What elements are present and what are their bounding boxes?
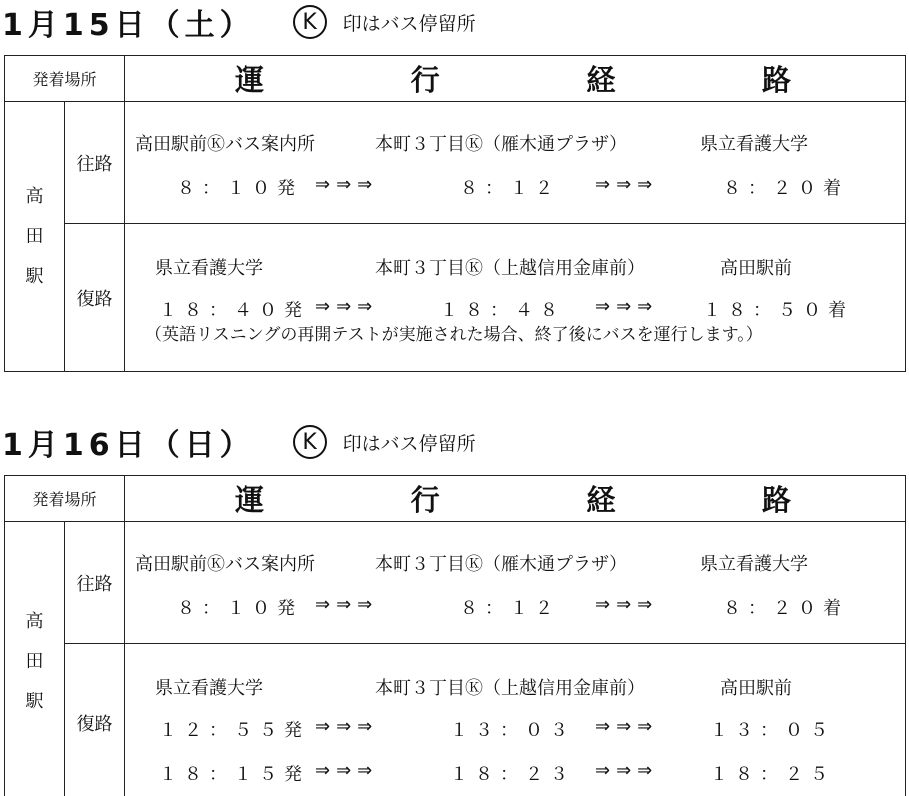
departure-time: ８：１０発 <box>177 598 302 619</box>
outbound-route <box>125 522 906 644</box>
stop-name: 本町３丁目Ⓚ（雁木通プラザ） <box>375 554 627 575</box>
station-char: 駅 <box>25 690 44 712</box>
arrival-time: １３：０５ <box>710 720 835 741</box>
arrival-time: １８：２５ <box>710 764 835 785</box>
header-route-char: 路 <box>761 63 791 97</box>
schedule-jan15 <box>0 0 909 380</box>
station-char: 田 <box>25 650 44 672</box>
header-route-char: 経 <box>586 483 616 517</box>
header-route-char: 行 <box>410 63 440 97</box>
departure-time: １８：４０発 <box>159 300 309 321</box>
header-route-char: 運 <box>235 483 265 517</box>
route-table <box>4 475 906 796</box>
arrow-icon: ⇒⇒⇒ <box>315 760 379 781</box>
stop-name: 県立看護大学 <box>700 134 808 155</box>
arrival-time: ８：２０着 <box>723 178 848 199</box>
header-place: 発着場所 <box>5 476 125 522</box>
stop-name: 高田駅前 <box>720 258 792 279</box>
return-route <box>125 644 906 796</box>
station-char: 駅 <box>25 265 44 287</box>
header-route <box>125 476 906 522</box>
bus-stop-k-icon: K <box>293 5 327 39</box>
route-table <box>4 55 906 372</box>
stop-name: 本町３丁目Ⓚ（雁木通プラザ） <box>375 134 627 155</box>
departure-time: １８：１５発 <box>159 764 309 785</box>
return-label: 復路 <box>65 224 125 372</box>
arrow-icon: ⇒⇒⇒ <box>595 174 659 195</box>
section-heading <box>2 2 476 42</box>
via-time: ８：１２ <box>460 178 560 199</box>
stop-name: 本町３丁目Ⓚ（上越信用金庫前） <box>375 678 645 699</box>
via-time: １３：０３ <box>450 720 575 741</box>
stop-name: 県立看護大学 <box>155 258 263 279</box>
section-heading <box>2 422 476 462</box>
outbound-label: 往路 <box>65 522 125 644</box>
via-time: ８：１２ <box>460 598 560 619</box>
header-route-char: 運 <box>235 63 265 97</box>
via-time: １８：２３ <box>450 764 575 785</box>
stop-name: 高田駅前 <box>720 678 792 699</box>
stop-name: 県立看護大学 <box>155 678 263 699</box>
arrow-icon: ⇒⇒⇒ <box>315 174 379 195</box>
header-route-char: 経 <box>586 63 616 97</box>
arrow-icon: ⇒⇒⇒ <box>595 594 659 615</box>
remark-note: （英語リスニングの再開テストが実施された場合、終了後にバスを運行します。） <box>145 325 763 345</box>
departure-time: ８：１０発 <box>177 178 302 199</box>
arrow-icon: ⇒⇒⇒ <box>595 760 659 781</box>
arrow-icon: ⇒⇒⇒ <box>315 594 379 615</box>
stop-name: 本町３丁目Ⓚ（上越信用金庫前） <box>375 258 645 279</box>
return-route <box>125 224 906 372</box>
return-label: 復路 <box>65 644 125 796</box>
station-char: 高 <box>25 185 44 207</box>
stop-name: 高田駅前Ⓚバス案内所 <box>135 134 315 155</box>
arrow-icon: ⇒⇒⇒ <box>315 296 379 317</box>
bus-stop-note: 印はバス停留所 <box>342 12 476 35</box>
header-route <box>125 56 906 102</box>
stop-name: 県立看護大学 <box>700 554 808 575</box>
stop-name: 高田駅前Ⓚバス案内所 <box>135 554 315 575</box>
arrow-icon: ⇒⇒⇒ <box>315 716 379 737</box>
schedule-jan16 <box>0 420 909 796</box>
station-char: 高 <box>25 610 44 632</box>
bus-stop-k-icon: K <box>293 425 327 459</box>
header-place: 発着場所 <box>5 56 125 102</box>
station-char: 田 <box>25 225 44 247</box>
outbound-route <box>125 102 906 224</box>
header-route-char: 路 <box>761 483 791 517</box>
arrival-time: ８：２０着 <box>723 598 848 619</box>
arrival-time: １８：５０着 <box>703 300 853 321</box>
arrow-icon: ⇒⇒⇒ <box>595 716 659 737</box>
outbound-label: 往路 <box>65 102 125 224</box>
station-name <box>5 522 65 796</box>
header-route-char: 行 <box>410 483 440 517</box>
arrow-icon: ⇒⇒⇒ <box>595 296 659 317</box>
departure-time: １２：５５発 <box>159 720 309 741</box>
schedule-date: 1月15日（土） <box>2 8 255 43</box>
bus-stop-note: 印はバス停留所 <box>342 432 476 455</box>
schedule-date: 1月16日（日） <box>2 428 255 463</box>
via-time: １８：４８ <box>440 300 565 321</box>
station-name <box>5 102 65 372</box>
